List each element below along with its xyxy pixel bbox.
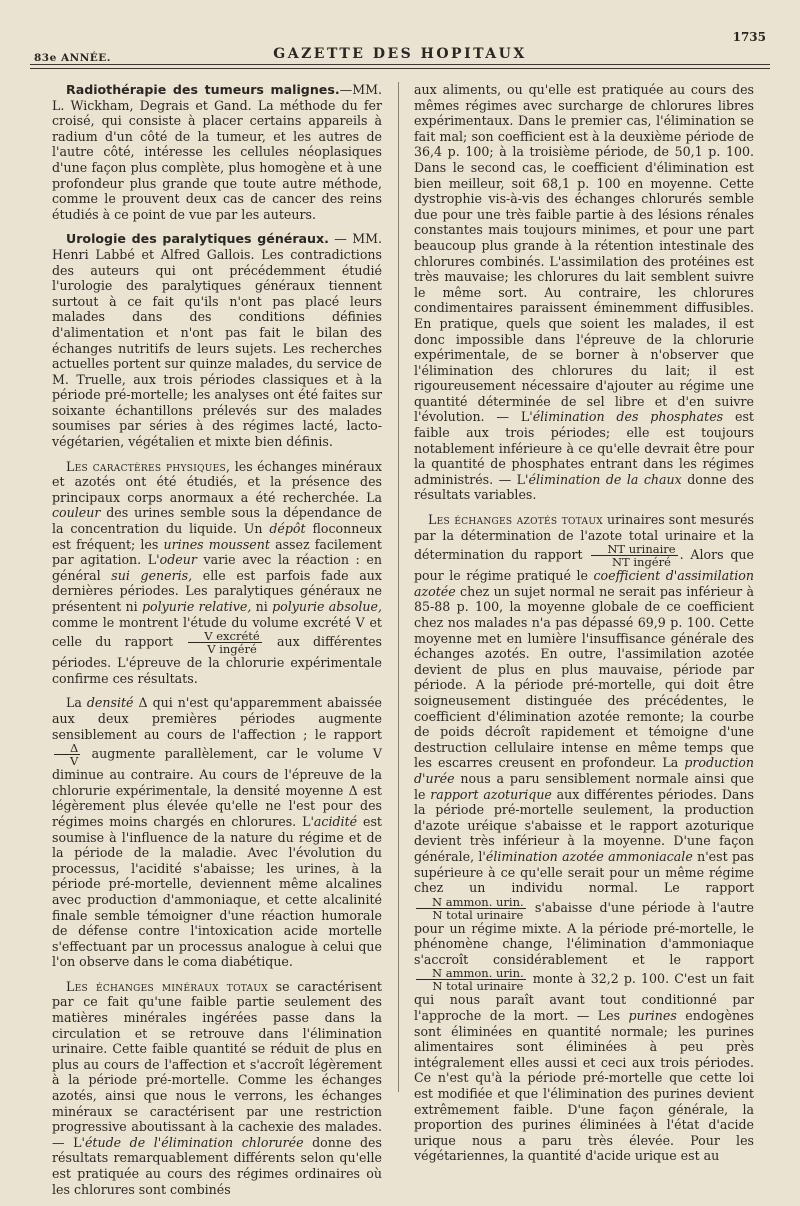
italic-term: odeur bbox=[159, 552, 197, 568]
fraction-numerator: N ammon. urin. bbox=[416, 967, 526, 980]
text-run: n'est pas supérieure à ce qu'elle serait pour un même régime chez un individu normal. Le rapport bbox=[414, 848, 755, 896]
fraction-v-ratio bbox=[188, 630, 261, 655]
article-text: La méthode du fer croisé, qui consiste à placer certains appareils à radium d'un côté de la tumeur, et les autres de l'autre côté, intéresse les cellules néoplasiques d'une façon plus complète, plus homogène et à une profondeur plus grande que toute autre méthode, comme le prouvent deux cas de cancer des reins étudiés à ce point de vue par les auteurs. bbox=[52, 97, 382, 222]
right-column bbox=[414, 82, 754, 1173]
page-header bbox=[30, 28, 770, 68]
article-authors: —MM. L. Wickham, Degrais et Gand. bbox=[52, 82, 382, 113]
italic-term: élimination azotée ammoniacale bbox=[485, 848, 693, 864]
header-rule-thick bbox=[30, 64, 770, 65]
fraction-denominator: V ingéré bbox=[207, 642, 257, 657]
article-authors: — MM. Henri Labbé et Alfred Gallois. bbox=[52, 231, 383, 262]
text-run: est faible aux trois périodes; elle est toujours notablement inférieure à ce qu'elle devrait être pour la quantité de phosphates entrant dans les régimes administrés. — L' bbox=[414, 409, 754, 487]
paragraph-caracteres bbox=[52, 459, 382, 687]
text-run: . Alors que pour le régime pratiqué le bbox=[414, 547, 754, 584]
paragraph-chlorures-cont bbox=[414, 82, 754, 503]
text-run: se caractérisent par ce fait qu'une faible partie seulement des matières minérales ingérées passe dans la circulation et se retrouve dans l'élimination urinaire. Cette faible quantité se réduit de plus en plus au cours de l'affection et s'accroît légèrement à la période pré-mortelle. Comme les échanges azotés, ainsi que nous le verrons, les échanges minéraux se caractérisent par une restriction progressive aboutissant à la cachexie des malades. — L' bbox=[52, 978, 382, 1150]
text-run: aux aliments, ou qu'elle est pratiquée au cours des mêmes régimes avec surcharge de chlorures libres expérimentaux. Dans le premier cas, l'élimination se fait mal; son coefficient est à la deuxième période de 36,4 p. 100; à la troisième période, de 50,1 p. 100. Dans le second cas, le coefficient d'élimination est bien meilleur, soit 68,1 p. 100 en moyenne. Cette dystrophie vis-à-vis des échanges chlorurés semble due pour une très faible partie à des lésions rénales constantes mais toujours minimes, et pour une part beaucoup plus grande à la rétention intestinale des chlorures combinés. L'assimilation des protéines est très mauvaise; les chlorures du lait semblent suivre le même sort. Au contraire, les chlorures condimentaires paraissent éminemment diffusibles. En pratique, quels que soient les malades, il est donc impossible dans l'épreuve de la chlorurie expérimentale, de se borner à n'observer que l'élimination des chlorures du lait; il est rigoureusement nécessaire d'ajouter au régime une quantité déterminée de sel libre et d'en suivre l'évolution. — L' bbox=[414, 82, 754, 425]
italic-term: dépôt bbox=[269, 521, 306, 537]
text-run: assez facilement par agitation. L' bbox=[52, 536, 382, 568]
text-run: donne des résultats remarquablement différents selon qu'elle est pratiquée au cours des régimes ordinaires où les chlorures sont combinés bbox=[52, 1134, 382, 1197]
paragraph-mineraux bbox=[52, 979, 382, 1197]
fraction-denominator: V bbox=[70, 754, 79, 769]
italic-term: production d'urée bbox=[414, 755, 754, 786]
column-divider bbox=[398, 82, 399, 1092]
fraction-denominator: NT ingéré bbox=[611, 555, 671, 570]
fraction-numerator: N ammon. urin. bbox=[416, 896, 526, 909]
paragraph-azotes bbox=[414, 512, 754, 1164]
italic-term: coefficient d'assimilation azotée bbox=[414, 568, 754, 599]
fraction-density-ratio bbox=[54, 742, 80, 767]
header-rule-thin bbox=[30, 68, 770, 69]
text-run: donne des résultats variables. bbox=[414, 471, 754, 503]
paragraph-lead: Les échanges azotés totaux bbox=[428, 512, 603, 528]
article-urologie bbox=[52, 231, 382, 449]
text-run: Δ qui n'est qu'apparemment abaissée aux deux premières périodes augmente sensiblement au cours de l'affection ; le rapport bbox=[52, 695, 382, 742]
text-run: monte à 32,2 p. 100. C'est un fait qui nous paraît avant tout conditionné par l'approche de la mort. — Les bbox=[414, 971, 754, 1024]
fraction-nt-ratio bbox=[591, 543, 677, 568]
text-run: augmente parallèlement, car le volume V diminue au contraire. Au cours de l'épreuve de la chlorurie expérimentale, la densité moyenne Δ est légèrement plus élevée qu'elle ne l'est pour des régimes moins chargés en chlorures. L' bbox=[52, 746, 382, 829]
text-run: s'abaisse d'une période à l'autre pour un régime mixte. A la période pré-mortelle, le phénomène change, l'élimination d'ammoniaque s'accroît considérablement et le rapport bbox=[414, 899, 754, 967]
article-radiotherapie bbox=[52, 82, 382, 222]
italic-term: couleur bbox=[52, 505, 101, 521]
italic-term: rapport azoturique bbox=[430, 786, 552, 802]
italic-term: densité bbox=[86, 695, 134, 711]
paragraph-lead: Les caractères physiques, bbox=[66, 458, 231, 474]
italic-term: sui generis, bbox=[111, 567, 193, 583]
text-run: est soumise à l'influence de la nature du régime et de la période de la maladie. Avec l'évolution du processus, l'acidité s'abaisse; les urines, à la période pré-mortelle, deviennent même alcalines avec production d'ammoniaque, et cette alcalinité finale semble témoigner d'une réaction humorale de défense contre l'intoxication acide mortelle s'effectuant par un processus analogue à celui que l'on observe dans le coma diabétique. bbox=[52, 813, 382, 970]
fraction-numerator: Δ bbox=[54, 742, 80, 755]
paragraph-densite bbox=[52, 695, 382, 970]
article-text: Les contradictions des auteurs qui ont précédemment étudié l'urologie des paralytiques généraux tiennent surtout à ce fait qu'ils n'ont pas placé leurs malades dans des conditions définies d'alimentation et n'ont pas fait le bilan des échanges nutritifs de leurs sujets. Les recherches actuelles portent sur quinze malades, du service de M. Truelle, aux trois périodes classiques et à la période pré-mortelle; les analyses ont été faites sur soixante échantillons prélevés sur des malades soumises par séries à des régimes lacté, lacto-végétarien, végétalien et mixte bien définis. bbox=[52, 246, 382, 450]
article-headline: Urologie des paralytiques généraux. bbox=[66, 231, 329, 247]
text-run: varie avec la réaction : en général bbox=[52, 552, 382, 583]
text-run: chez un sujet normal ne serait pas inférieur à 85-88 p. 100, la moyenne globale de ce coefficient chez nos malades n'a pas dépassé 69,9 p. 100. Cette moyenne met en lumière l'insuffisance générale des échanges azotés. En outre, l'assimilation azotée devient de plus en plus mauvaise, période par période. A la période pré-mortelle, qui doit être soigneusement distinguée des précédentes, le coefficient d'élimination azotée remonte; la courbe de poids décroît rapidement et témoigne d'une destruction cellulaire intense en même temps que les escarres creusent en profondeur. La bbox=[414, 583, 754, 771]
italic-term: acidité bbox=[313, 813, 358, 829]
italic-term: polyurie relative, bbox=[141, 599, 252, 614]
text-run: La bbox=[66, 695, 82, 711]
text-run: ni bbox=[255, 599, 268, 614]
text-run: nous a paru sensiblement normale ainsi que le bbox=[414, 770, 755, 802]
italic-term: étude de l'élimination chlorurée bbox=[84, 1134, 304, 1150]
volume-label: 83e ANNÉE. bbox=[34, 52, 111, 64]
journal-title: GAZETTE DES HOPITAUX bbox=[273, 46, 527, 62]
article-headline: Radiothérapie des tumeurs malignes. bbox=[66, 82, 340, 97]
italic-term: élimination des phosphates bbox=[532, 409, 724, 425]
fraction-ammon-ratio bbox=[416, 896, 526, 921]
fraction-numerator: V excrété bbox=[188, 630, 261, 643]
italic-term: urines moussent bbox=[163, 536, 270, 552]
text-run: aux différentes périodes. L'épreuve de la chlorurie expérimentale confirme ces résultats. bbox=[52, 634, 383, 686]
text-run: urinaires sont mesurés par la détermination de l'azote total urinaire et la détermination du rapport bbox=[414, 512, 754, 563]
fraction-ammon-ratio-2 bbox=[416, 967, 526, 992]
paragraph-lead: Les échanges minéraux totaux bbox=[66, 978, 268, 994]
italic-term: élimination de la chaux bbox=[528, 471, 682, 487]
text-run: comme le montrent l'étude du volume excrété V et celle du rapport bbox=[52, 614, 382, 650]
italic-term: polyurie absolue, bbox=[272, 599, 382, 614]
italic-term: purines bbox=[628, 1008, 677, 1024]
text-run: aux différentes périodes. Dans la période pré-mortelle seulement, la production d'azote uréique s'abaisse et le rapport azoturique devient très inférieur à la moyenne. D'une façon générale, l' bbox=[414, 786, 754, 864]
text-run: floconneux est fréquent; les bbox=[52, 521, 382, 552]
fraction-denominator: N total urinaire bbox=[432, 979, 524, 994]
text-run: des urines semble sous la dépendance de la concentration du liquide. Un bbox=[52, 505, 382, 537]
text-run: les échanges minéraux et azotés ont été étudiés, et la présence des principaux corps anormaux a été recherchée. La bbox=[52, 458, 382, 505]
fraction-denominator: N total urinaire bbox=[432, 907, 524, 922]
page-number: 1735 bbox=[732, 30, 766, 44]
text-run: endogènes sont éliminées en quantité normale; les purines alimentaires sont éliminées à peu près intégralement elles aussi et ceci aux trois périodes. Ce n'est qu'à la période pré-mortelle que cette loi est modifiée et que l'élimination des purines devient extrêmement faible. D'une façon générale, la proportion des purines éliminées à l'état d'acide urique nous a paru très élevée. Pour les végétariennes, la quantité d'acide urique est au bbox=[414, 1008, 754, 1164]
left-column bbox=[52, 82, 382, 1206]
text-run: elle est parfois fade aux dernières périodes. Les paralytiques généraux ne présentent ni bbox=[52, 567, 382, 614]
fraction-numerator: NT urinaire bbox=[591, 543, 677, 556]
